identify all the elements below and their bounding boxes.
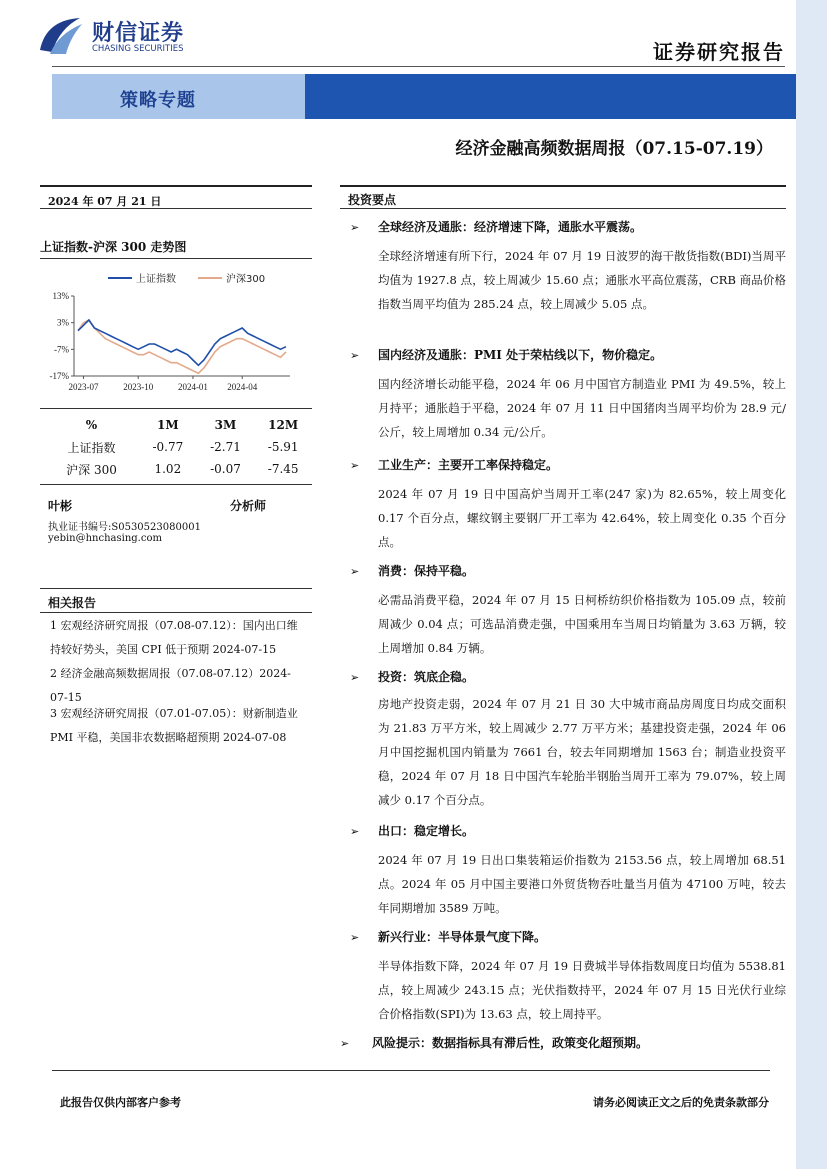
brand-name: 财信证券 bbox=[92, 21, 185, 46]
y-tick-label: 13% bbox=[52, 291, 69, 301]
analyst-cert: 执业证书编号:S0530523080001 bbox=[48, 522, 201, 533]
arrow-right-icon: ➢ bbox=[350, 221, 360, 234]
arrow-right-icon: ➢ bbox=[350, 459, 360, 472]
table-header-row bbox=[44, 414, 312, 436]
point-text: 2024 年 07 月 19 日中国高炉当周开工率(247 家)为 82.65%，较上周变化 0.17 个百分点，螺纹钢主要钢厂开工率为 42.64%，较上周变化 0.35 个百分点。 bbox=[378, 487, 786, 549]
point-text: 必需品消费平稳，2024 年 07 月 15 日柯桥纺织价格指数为 105.09 点，较前周减少 0.04 点；可选品消费走强，中国乘用车当周日均销量为 3.63 万辆，较上周增加 0.84 万辆。 bbox=[378, 593, 786, 655]
x-tick-label: 2024-01 bbox=[177, 382, 208, 392]
report-date: 2024 年 07 月 21 日 bbox=[48, 195, 162, 208]
point-title: ➢ 投资：筑底企稳。 bbox=[350, 670, 475, 684]
table-cell: -0.77 bbox=[152, 440, 184, 454]
company-logo-icon bbox=[36, 14, 84, 56]
y-tick-label: -7% bbox=[54, 344, 69, 355]
risk-warning: ➢ 风险提示：数据指标具有滞后性，政策变化超预期。 bbox=[340, 1036, 649, 1050]
related-heading: 相关报告 bbox=[48, 596, 97, 610]
table-cell: 1.02 bbox=[154, 462, 182, 476]
table-header: % bbox=[85, 418, 98, 432]
table-cell: 上证指数 bbox=[67, 440, 116, 455]
table-cell: -5.91 bbox=[267, 440, 299, 454]
footer-rule bbox=[52, 1070, 770, 1071]
table-cell: -2.71 bbox=[210, 440, 241, 454]
analyst-title: 分析师 bbox=[230, 499, 267, 513]
analyst-name: 叶彬 bbox=[48, 499, 73, 513]
y-tick-label: 3% bbox=[57, 317, 69, 328]
series-line bbox=[78, 320, 286, 365]
related-top-rule bbox=[40, 588, 312, 589]
table-cell: 沪深 300 bbox=[66, 462, 117, 477]
table-row bbox=[44, 458, 312, 480]
point-text: 国内经济增长动能平稳，2024 年 06 月中国官方制造业 PMI 为 49.5%，较上月持平；通胀趋于平稳，2024 年 07 月 11 日中国猪肉当周平均价为 28.9 元/公斤，较上周增加 0.34 元/公斤。 bbox=[378, 377, 786, 439]
point-text: 2024 年 07 月 19 日出口集装箱运价指数为 2153.56 点，较上周增加 68.51 点。2024 年 05 月中国主要港口外贸货物吞吐量当月值为 47100 万吨，较去年同期增加 3589 万吨。 bbox=[378, 853, 786, 915]
legend-label: 沪深300 bbox=[226, 274, 266, 285]
banner-label: 策略专题 bbox=[120, 90, 196, 111]
series-line bbox=[78, 320, 286, 373]
investment-heading: 投资要点 bbox=[348, 193, 397, 207]
left-top-rule bbox=[40, 185, 312, 187]
right-top-rule bbox=[340, 185, 786, 187]
analyst-email[interactable]: yebin@hnchasing.com bbox=[48, 533, 162, 544]
arrow-right-icon: ➢ bbox=[350, 671, 360, 684]
table-header: 12M bbox=[268, 418, 299, 432]
header-divider bbox=[52, 66, 785, 67]
point-title: ➢ 全球经济及通胀：经济增速下降，通胀水平震荡。 bbox=[350, 220, 643, 234]
report-title: 经济金融高频数据周报（07.15-07.19） bbox=[455, 139, 773, 159]
chart-heading: 上证指数-沪深 300 走势图 bbox=[40, 240, 187, 254]
side-strip bbox=[796, 0, 827, 1169]
arrow-right-icon: ➢ bbox=[350, 565, 360, 578]
related-report-item[interactable]: 2 经济金融高频数据周报（07.08-07.12）2024-07-15 bbox=[50, 667, 291, 704]
arrow-right-icon: ➢ bbox=[350, 931, 360, 944]
investment-heading-rule bbox=[340, 208, 786, 209]
point-text: 半导体指数下降，2024 年 07 月 19 日费城半导体指数周度日均值为 5538.81 点，较上周减少 243.15 点；光伏指数持平，2024 年 07 月 15 日光伏行业综合价格指数(SPI)为 13.63 点，较上周持平。 bbox=[378, 959, 786, 1021]
table-row bbox=[44, 436, 312, 458]
table-bottom-rule bbox=[40, 484, 312, 485]
point-title: ➢ 出口：稳定增长。 bbox=[350, 824, 475, 838]
table-cell: -0.07 bbox=[210, 462, 241, 476]
brand-name-en: CHASING SECURITIES bbox=[92, 44, 184, 54]
table-top-rule bbox=[40, 408, 312, 409]
point-title: ➢ 国内经济及通胀：PMI 处于荣枯线以下，物价稳定。 bbox=[350, 348, 663, 362]
related-report-item[interactable]: 1 宏观经济研究周报（07.08-07.12）：国内出口维持较好势头，美国 CPI 低于预期 2024-07-15 bbox=[50, 619, 298, 656]
point-title: ➢ 工业生产：主要开工率保持稳定。 bbox=[350, 458, 559, 472]
table-header: 3M bbox=[214, 418, 237, 432]
point-text: 房地产投资走弱，2024 年 07 月 21 日 30 大中城市商品房周度日均成交面积为 21.83 万平方米，较上周减少 2.77 万平方米；基建投资走强，2024 年 06 月中国挖掘机国内销量为 7661 台，较去年同期增加 1563 台；制造业投资平稳，2024 年 07 月 18 日中国汽车轮胎半钢胎当周开工率为 79.07%，较上周减少 0.17 个百分点。 bbox=[378, 697, 786, 807]
arrow-right-icon: ➢ bbox=[350, 825, 360, 838]
footer-notice: 请务必阅读正文之后的免责条款部分 bbox=[593, 1096, 769, 1109]
report-type: 证券研究报告 bbox=[653, 40, 785, 64]
table-cell: -7.45 bbox=[267, 462, 299, 476]
x-tick-label: 2024-04 bbox=[227, 382, 258, 392]
table-header: 1M bbox=[157, 418, 179, 432]
chart-heading-rule bbox=[40, 258, 312, 259]
x-tick-label: 2023-07 bbox=[68, 382, 99, 392]
index-trend-chart bbox=[40, 262, 310, 402]
related-heading-rule bbox=[40, 612, 312, 613]
performance-table bbox=[44, 414, 312, 480]
date-rule bbox=[40, 208, 312, 209]
arrow-right-icon: ➢ bbox=[350, 349, 360, 362]
x-tick-label: 2023-10 bbox=[123, 382, 154, 392]
footer-disclaimer: 此报告仅供内部客户参考 bbox=[60, 1096, 181, 1109]
point-title: ➢ 消费：保持平稳。 bbox=[350, 564, 475, 578]
related-report-item[interactable]: 3 宏观经济研究周报（07.01-07.05）：财新制造业 PMI 平稳，美国非农数据略超预期 2024-07-08 bbox=[50, 707, 298, 744]
y-tick-label: -17% bbox=[49, 371, 69, 381]
legend-label: 上证指数 bbox=[136, 274, 176, 285]
arrow-right-icon: ➢ bbox=[340, 1037, 350, 1050]
point-title: ➢ 新兴行业：半导体景气度下降。 bbox=[350, 930, 547, 944]
point-text: 全球经济增速有所下行，2024 年 07 月 19 日波罗的海干散货指数(BDI)当周平均值为 1927.8 点，较上周减少 15.60 点；通胀水平高位震荡，CRB 商品价格指数当周平均值为 285.24 点，较上周减少 5.05 点。 bbox=[378, 249, 786, 311]
